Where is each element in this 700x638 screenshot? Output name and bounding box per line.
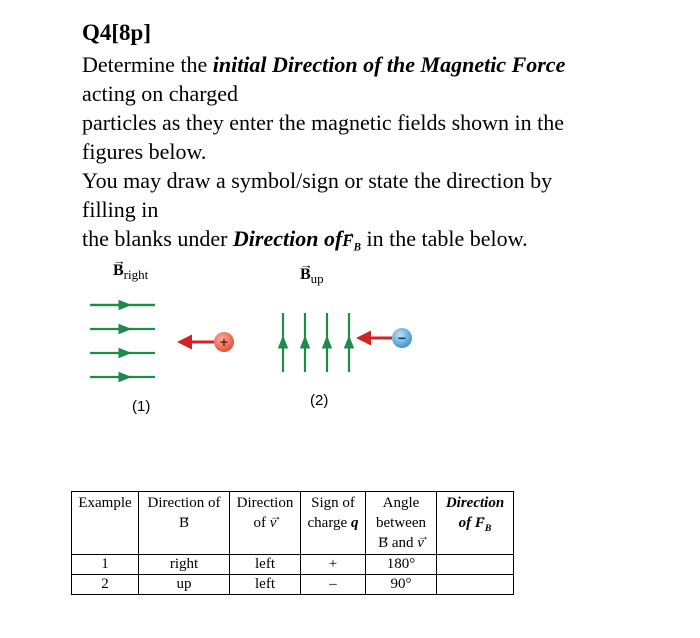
cell-angle: 90° (366, 575, 437, 595)
cell-example: 2 (72, 575, 139, 595)
cell-direction-v: left (230, 555, 301, 575)
question-line-5: You may draw a symbol/sign or state the direction by (82, 168, 553, 193)
question-line-3: particles as they enter the magnetic fields shown in the (82, 110, 565, 135)
header-example: Example (72, 492, 139, 555)
fig1-number: (1) (132, 398, 151, 415)
header-direction-v: Direction of → v (230, 492, 301, 555)
force-vector-symbol: → F (342, 226, 353, 255)
cell-angle: 180° (366, 555, 437, 575)
fig1-charge-sign: + (219, 334, 229, 350)
table-row (72, 555, 514, 575)
answer-table (71, 491, 514, 595)
fig2-negative-charge (392, 328, 412, 348)
cell-direction-b: up (139, 575, 230, 595)
cell-direction-b: right (139, 555, 230, 575)
header-sign: Sign of charge q (301, 492, 366, 555)
fig2-charge-sign: − (397, 330, 407, 346)
question-line-6: filling in (82, 197, 159, 222)
question-line-1: Determine the initial Direction of the Magnetic Force (82, 52, 566, 77)
cell-force-answer[interactable] (437, 575, 514, 595)
header-force: Direction of → $F_B$ (437, 492, 514, 555)
question-line-7: the blanks under Direction $of\to F_B$ in the table below. (82, 224, 662, 262)
cell-sign: – (301, 575, 366, 595)
fig1-positive-charge (214, 332, 234, 352)
cell-sign: + (301, 555, 366, 575)
table-row (72, 575, 514, 595)
cell-example: 1 (72, 555, 139, 575)
fig1-field-lines (90, 305, 155, 377)
fig2-number: (2) (310, 392, 329, 409)
table-header-row (72, 492, 514, 555)
fig2-field-lines (283, 313, 349, 372)
fig2-field-label: → $B_{up}$ (300, 266, 324, 287)
header-direction-b: Direction of → B (139, 492, 230, 555)
header-angle: Angle between → B and → v (366, 492, 437, 555)
cell-direction-v: left (230, 575, 301, 595)
question-line-4: figures below. (82, 139, 207, 164)
question-title: Q4[8p] (82, 20, 151, 45)
cell-force-answer[interactable] (437, 555, 514, 575)
fig1-field-label: → $B_{right}$ (113, 262, 148, 283)
question-line-2: acting on charged (82, 81, 238, 106)
